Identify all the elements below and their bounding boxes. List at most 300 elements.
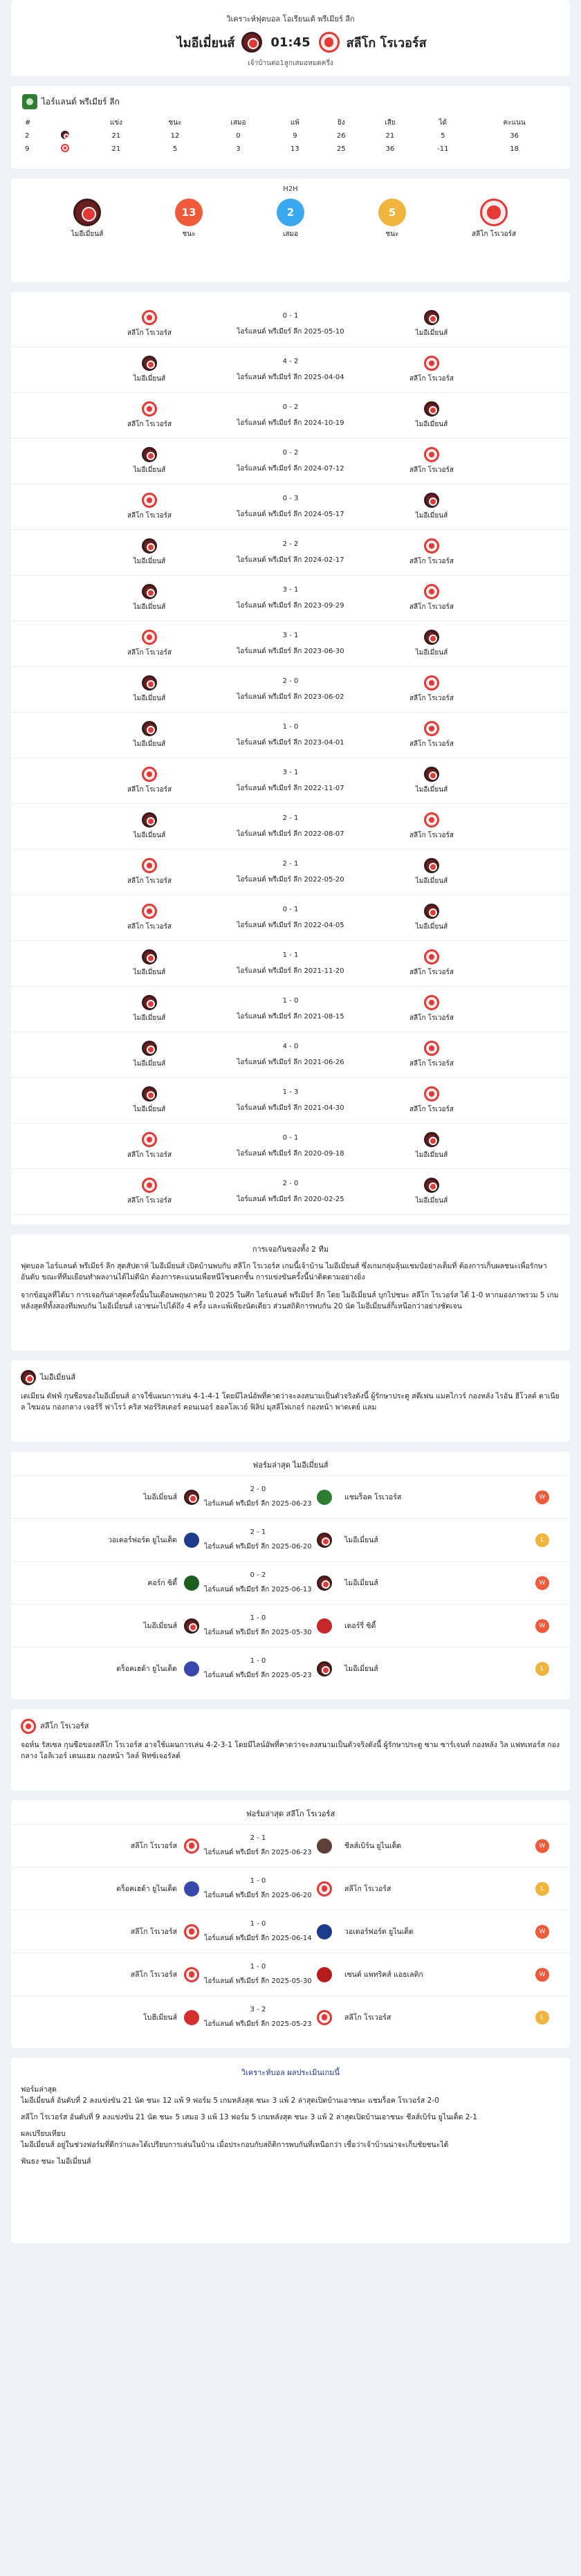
team-badge-icon <box>424 1041 439 1056</box>
team-badge-icon <box>317 1967 332 1982</box>
match-score: 0 - 2 <box>282 448 299 457</box>
team-name: สลีโก โรเวอร์ส <box>409 1060 454 1068</box>
match-home-team[interactable] <box>108 858 191 886</box>
match-home-team[interactable] <box>108 812 191 841</box>
result-badge: W <box>535 1576 549 1590</box>
form-match-row[interactable] <box>11 1647 570 1690</box>
team-name: ไมอีเมี่ยนส์ <box>344 1665 378 1673</box>
standings-cell: 12 <box>170 132 180 140</box>
standings-cell: 5 <box>441 132 445 140</box>
form-score: 2 - 1 <box>250 1528 266 1536</box>
match-info: ไอร์แลนด์ พรีเมียร์ ลีก 2021-06-26 <box>237 1058 344 1066</box>
match-info: ไอร์แลนด์ พรีเมียร์ ลีก 2021-04-30 <box>237 1104 344 1112</box>
standings-cell: 13 <box>290 145 299 153</box>
team-name: สลีโก โรเวอร์ส <box>127 923 172 931</box>
match-home-team[interactable] <box>108 675 191 704</box>
team-name: ไมอีเมี่ยนส์ <box>133 466 166 474</box>
standings-cell: เสีย <box>385 119 396 127</box>
match-home-team[interactable] <box>108 1041 191 1069</box>
form-match-row[interactable] <box>11 1475 570 1518</box>
prediction-card <box>11 2058 570 2243</box>
form-match-row[interactable] <box>11 1604 570 1647</box>
match-away-team[interactable] <box>390 584 473 612</box>
team-badge-icon <box>142 356 157 371</box>
form-home-team[interactable]: วอเตอร์ฟอร์ด ยูไนเต็ด <box>108 1536 177 1544</box>
team-name: สลีโก โรเวอร์ส <box>127 877 172 885</box>
team-name: วอเตอร์ฟอร์ด ยูไนเต็ด <box>344 1928 414 1936</box>
away-form-title: ฟอร์มล่าสุด สลีโก โรเวอร์ส <box>246 1809 335 1818</box>
team-badge-icon <box>317 1490 332 1505</box>
team-name: สลีโก โรเวอร์ส <box>344 2013 391 2022</box>
analysis-card <box>11 1234 570 1351</box>
team-badge-icon <box>142 538 157 554</box>
form-away-team[interactable] <box>332 1534 477 1546</box>
team-name: สลีโก โรเวอร์ส <box>127 512 172 520</box>
standings-cell: คะแนน <box>503 119 526 127</box>
team-name: ไมอีเมี่ยนส์ <box>415 786 448 794</box>
match-away-team[interactable] <box>390 356 473 384</box>
form-match-row[interactable] <box>11 1561 570 1604</box>
form-home-team[interactable]: สลีโก โรเวอร์ส <box>130 1842 177 1850</box>
match-score: 3 - 1 <box>282 585 299 594</box>
team-name: สลีโก โรเวอร์ส <box>409 375 454 383</box>
match-info: ไอร์แลนด์ พรีเมียร์ ลีก 2024-05-17 <box>237 510 344 518</box>
match-away-team[interactable] <box>390 995 473 1023</box>
h2h-draws: 2 <box>277 199 304 226</box>
team-name: สลีโก โรเวอร์ส <box>344 1885 391 1893</box>
match-score: 3 - 1 <box>282 631 299 639</box>
h2h-title: H2H <box>283 185 298 193</box>
team-badge-icon <box>142 904 157 919</box>
result-badge: L <box>535 1662 549 1676</box>
form-away-team[interactable] <box>332 1620 477 1632</box>
team-badge-icon <box>184 1618 199 1634</box>
team-badge-icon <box>142 1086 157 1102</box>
form-score: 2 - 1 <box>250 1834 266 1842</box>
form-info: ไอร์แลนด์ พรีเมียร์ ลีก 2025-06-14 <box>204 1934 312 1942</box>
team-name: สลีโก โรเวอร์ส <box>409 969 454 976</box>
match-home-team[interactable] <box>108 630 191 658</box>
match-away-team[interactable] <box>390 721 473 749</box>
team-badge-icon <box>424 858 439 873</box>
team-badge-icon <box>142 721 157 736</box>
team-badge-icon <box>424 538 439 554</box>
win-label: ชนะ <box>182 230 196 238</box>
match-away-team[interactable] <box>390 858 473 886</box>
match-info: ไอร์แลนด์ พรีเมียร์ ลีก 2024-07-12 <box>237 464 344 473</box>
team-name: ไมอีเมี่ยนส์ <box>415 1151 448 1159</box>
form-score: 1 - 0 <box>250 1876 266 1885</box>
team-badge-icon <box>142 630 157 645</box>
away-team-card <box>11 1709 570 1791</box>
team-badge-icon <box>424 584 439 599</box>
match-away-team[interactable] <box>390 401 473 430</box>
match-home-team[interactable] <box>108 1178 191 1206</box>
form-info: ไอร์แลนด์ พรีเมียร์ ลีก 2025-05-23 <box>204 1671 312 1679</box>
form-match-row[interactable] <box>11 1867 570 1910</box>
result-badge: W <box>535 1839 549 1853</box>
h2h-match-row[interactable] <box>11 804 570 850</box>
away-team-badge-icon <box>319 32 340 53</box>
form-info: ไอร์แลนด์ พรีเมียร์ ลีก 2025-06-20 <box>204 1891 312 1899</box>
result-badge: W <box>535 1968 549 1982</box>
team-badge-icon <box>424 1086 439 1102</box>
h2h-match-row[interactable] <box>11 347 570 393</box>
match-away-team[interactable] <box>390 767 473 795</box>
team-name: สลีโก โรเวอร์ส <box>409 1106 454 1113</box>
match-info: ไอร์แลนด์ พรีเมียร์ ลีก 2022-11-07 <box>237 784 344 792</box>
team-badge-icon <box>317 1881 332 1897</box>
team-badge-icon <box>43 143 87 156</box>
home-team-title: ไมอีเมี่ยนส์ <box>40 1373 76 1382</box>
team-badge-icon <box>317 2010 332 2025</box>
team-badge-icon <box>184 1490 199 1505</box>
form-score: 1 - 0 <box>250 1656 266 1665</box>
form-home-team[interactable]: ดร็อคเฮด้า ยูไนเต็ด <box>116 1665 177 1673</box>
h2h-match-row[interactable] <box>11 439 570 484</box>
team-badge-icon <box>142 493 157 508</box>
home-form-title: ฟอร์มล่าสุด ไมอีเมี่ยนส์ <box>252 1461 329 1470</box>
team-badge-icon <box>317 1575 332 1591</box>
home-team-badge-icon <box>241 32 262 53</box>
form-score: 1 - 0 <box>250 1919 266 1928</box>
team-badge-icon <box>317 1838 332 1854</box>
match-away-team[interactable] <box>390 447 473 475</box>
away-badge-icon <box>21 1719 36 1734</box>
league-title: วิเคราะห์ฟุตบอล โอเรียนเต้ พรีเมียร์ ลีก <box>226 15 355 24</box>
team-name: ไมอีเมี่ยนส์ <box>133 1060 166 1068</box>
home-form-card <box>11 1452 570 1699</box>
h2h-match-row[interactable] <box>11 576 570 621</box>
team-badge-icon <box>142 858 157 873</box>
standings-cell: แพ้ <box>290 119 299 127</box>
team-badge-icon <box>317 1661 332 1677</box>
form-home-team[interactable]: สลีโก โรเวอร์ส <box>130 1928 177 1936</box>
match-home-team[interactable] <box>108 310 191 338</box>
team-name: สลีโก โรเวอร์ส <box>127 1151 172 1159</box>
match-score: 0 - 3 <box>282 494 299 502</box>
team-name: ไมอีเมี่ยนส์ <box>133 695 166 702</box>
h2h-match-row[interactable] <box>11 1078 570 1124</box>
form-match-row[interactable] <box>11 1824 570 1867</box>
match-score: 0 - 1 <box>282 1133 299 1142</box>
team-badge-icon <box>184 1533 199 1548</box>
prediction-verdict: ฟันธง ชนะ ไมอีเมี่ยนส์ <box>21 2157 91 2166</box>
form-home-team[interactable]: ไมอีเมี่ยนส์ <box>143 1493 177 1501</box>
h2h-match-row[interactable] <box>11 530 570 576</box>
team-badge-icon <box>424 310 439 325</box>
form-away-team[interactable] <box>332 1840 477 1852</box>
team-name: สลีโก โรเวอร์ส <box>409 695 454 702</box>
team-name: ไมอีเมี่ยนส์ <box>133 1014 166 1022</box>
h2h-match-row[interactable] <box>11 302 570 347</box>
home-team-name[interactable]: ไมอีเมี่ยนส์ <box>176 35 235 51</box>
standings-cell: 18 <box>510 145 519 153</box>
away-team-name[interactable]: สลีโก โรเวอร์ส <box>346 35 427 51</box>
match-away-team[interactable] <box>390 630 473 658</box>
team-name: ไมอีเมี่ยนส์ <box>415 877 448 885</box>
match-home-team[interactable] <box>108 401 191 430</box>
match-home-team[interactable] <box>108 995 191 1023</box>
match-score: 2 - 1 <box>282 859 299 868</box>
team-badge-icon <box>142 1041 157 1056</box>
team-badge-icon <box>142 401 157 417</box>
h2h-summary <box>11 179 570 282</box>
team-badge-icon <box>142 675 157 691</box>
standings-cell: # <box>25 119 31 127</box>
team-name: ไมอีเมี่ยนส์ <box>415 923 448 931</box>
team-badge-icon <box>424 721 439 736</box>
match-away-team[interactable] <box>390 310 473 338</box>
standings-cell: 0 <box>236 132 241 140</box>
match-away-team[interactable] <box>390 493 473 521</box>
h2h-match-list <box>11 292 570 1225</box>
standings-cell <box>43 116 87 129</box>
h2h-match-row[interactable] <box>11 713 570 758</box>
form-away-team[interactable] <box>332 1663 477 1674</box>
match-away-team[interactable] <box>390 1041 473 1069</box>
h2h-away-name: สลีโก โรเวอร์ส <box>471 230 517 238</box>
match-info: ไอร์แลนด์ พรีเมียร์ ลีก 2022-08-07 <box>237 830 344 838</box>
team-badge-icon <box>424 1178 439 1193</box>
match-away-team[interactable] <box>390 949 473 978</box>
analysis-paragraph: จากข้อมูลที่ได้มา การเจอกันล่าสุดครั้งนั้นในเดือนพฤษภาคม ปี 2025 ในศึก ไอร์แลนด์ พรีเมียร์ ลีก โดย ไมอีเมี่ยนส์ บุกไปชนะ สลีโก โรเวอร์ส ได้ 1-0 หากมองภาพรวม 5 เกมหลังสุดที่ทั้งสองทีมพบกัน ไมอีเมี่ยนส์ เอาชนะไปได้ถึง 4 ครั้ง และแพ้เพียงนัดเดียว ส่วนสถิติการพบกัน 20 นัด ไมอีเมี่ยนส์ก็เหนือกว่าอย่างชัดเจน <box>21 1291 559 1310</box>
team-badge-icon <box>142 812 157 828</box>
team-badge-icon <box>142 1132 157 1147</box>
match-home-team[interactable] <box>108 493 191 521</box>
match-home-team[interactable] <box>108 721 191 749</box>
prediction-paragraph: ไมอีเมี่ยนส์ อยู่ในช่วงฟอร์มที่ดีกว่าและได้เปรียบการเล่นในบ้าน เมื่อประกอบกับสถิติการพบกันที่เหนือกว่า เชื่อว่าเจ้าบ้านน่าจะเก็บชัยชนะได้ <box>21 2141 449 2149</box>
team-badge-icon <box>317 1924 332 1939</box>
form-away-team[interactable] <box>332 1491 477 1503</box>
team-badge-icon <box>424 401 439 417</box>
team-name: ไมอีเมี่ยนส์ <box>133 740 166 748</box>
match-away-team[interactable] <box>390 1086 473 1115</box>
team-badge-icon <box>424 767 439 782</box>
h2h-match-row[interactable] <box>11 484 570 530</box>
match-score: 3 - 1 <box>282 768 299 776</box>
form-score: 2 - 0 <box>250 1485 266 1493</box>
match-home-team[interactable] <box>108 584 191 612</box>
result-badge: L <box>535 2011 549 2025</box>
h2h-home-name: ไมอีเมี่ยนส์ <box>71 230 104 238</box>
home-badge-icon <box>21 1370 36 1385</box>
team-name: สลีโก โรเวอร์ส <box>409 832 454 839</box>
h2h-match-row[interactable] <box>11 393 570 439</box>
prediction-title: วิเคราะห์บอล ผลประเมินเกมนี้ <box>241 2068 340 2077</box>
team-name: ไมอีเมี่ยนส์ <box>133 969 166 976</box>
team-name: สลีโก โรเวอร์ส <box>127 329 172 337</box>
standings-cell: 5 <box>172 145 178 153</box>
form-score: 1 - 0 <box>250 1614 266 1622</box>
form-info: ไอร์แลนด์ พรีเมียร์ ลีก 2025-05-30 <box>204 1628 312 1636</box>
team-name: สลีโก โรเวอร์ส <box>127 421 172 428</box>
team-name: สลีโก โรเวอร์ส <box>409 558 454 565</box>
match-info: ไอร์แลนด์ พรีเมียร์ ลีก 2020-09-18 <box>237 1149 344 1158</box>
away-form-card <box>11 1800 570 2048</box>
prediction-subheading: ผลเปรียบเทียบ <box>21 2130 66 2138</box>
form-match-row[interactable] <box>11 1910 570 1953</box>
team-badge-icon <box>317 1618 332 1634</box>
standings-cell: ยิง <box>337 119 345 127</box>
team-name: ไมอีเมี่ยนส์ <box>415 421 448 428</box>
standings-cell: 25 <box>336 145 346 153</box>
standings-cell: 21 <box>111 145 121 153</box>
match-score: 0 - 2 <box>282 403 299 411</box>
match-home-team[interactable] <box>108 356 191 384</box>
h2h-match-row[interactable] <box>11 987 570 1032</box>
form-info: ไอร์แลนด์ พรีเมียร์ ลีก 2025-06-13 <box>204 1585 312 1593</box>
form-away-team[interactable] <box>332 1968 477 1980</box>
standings-cell: ได้ <box>439 119 448 127</box>
form-home-team[interactable]: คอร์ก ซิตี้ <box>147 1579 177 1587</box>
standings-cell: 21 <box>111 132 121 140</box>
h2h-match-row[interactable] <box>11 667 570 713</box>
team-name: ไมอีเมี่ยนส์ <box>133 832 166 839</box>
team-badge-icon <box>424 356 439 371</box>
team-name: สลีโก โรเวอร์ส <box>409 466 454 474</box>
result-badge: W <box>535 1925 549 1939</box>
team-badge-icon <box>184 1881 199 1897</box>
match-info: ไอร์แลนด์ พรีเมียร์ ลีก 2024-10-19 <box>237 419 344 427</box>
form-match-row[interactable] <box>11 1518 570 1561</box>
h2h-match-row[interactable] <box>11 1169 570 1215</box>
match-score: 2 - 1 <box>282 814 299 822</box>
team-badge-icon <box>424 995 439 1010</box>
match-away-team[interactable] <box>390 812 473 841</box>
team-name: ไมอีเมี่ยนส์ <box>344 1536 378 1544</box>
match-home-team[interactable] <box>108 949 191 978</box>
team-badge-icon <box>184 1967 199 1982</box>
match-score: 2 - 0 <box>282 1179 299 1187</box>
form-info: ไอร์แลนด์ พรีเมียร์ ลีก 2025-05-23 <box>204 2020 312 2028</box>
match-home-team[interactable] <box>108 1086 191 1115</box>
prediction-subheading: ฟอร์มล่าสุด <box>21 2085 57 2094</box>
team-badge-icon <box>424 630 439 645</box>
team-name: ไมอีเมี่ยนส์ <box>415 329 448 337</box>
h2h-match-row[interactable] <box>11 895 570 941</box>
result-badge: W <box>535 1619 549 1633</box>
team-badge-icon <box>142 584 157 599</box>
draw-label: เสมอ <box>282 230 299 238</box>
standings-cell: 21 <box>385 132 395 140</box>
team-badge-icon <box>424 1132 439 1147</box>
h2h-match-row[interactable] <box>11 1032 570 1078</box>
match-home-team[interactable] <box>108 767 191 795</box>
analysis-paragraph: ฟุตบอล ไอร์แลนด์ พรีเมียร์ ลีก สุดสัปดาห์ ไมอีเมี่ยนส์ เปิดบ้านพบกับ สลีโก โรเวอร์ส เกมนี้เจ้าบ้าน ไมอีเมี่ยนส์ ซึ่งเกมกลุ่มลุ้นแชมป์อย่างเต็มที่ ต้องการเก็บผลชนะเพื่อรักษาอันดับ ขณะที่ทีมเยือนทำผลงานได้ไม่ดีนัก ต้องการคะแนนเพื่อหนีโซนตกชั้น การแข่งขันครั้งนี้น่าติดตามอย่างยิ่ง <box>21 1262 547 1281</box>
match-home-team[interactable] <box>108 904 191 932</box>
form-score: 0 - 2 <box>250 1571 266 1579</box>
match-score: 1 - 0 <box>282 722 299 731</box>
form-info: ไอร์แลนด์ พรีเมียร์ ลีก 2025-06-20 <box>204 1542 312 1551</box>
away-lineup-text: จอห์น รัสเซล กุนซือของสลีโก โรเวอร์ส อาจใช้แผนการเล่น 4-2-3-1 โดยมีไลน์อัพที่คาดว่าจะลงสนามเป็นตัวจริงดังนี้ ผู้รักษาประตู ซาม ซาร์เจนท์ กองหลัง วิล แฟทเทอร์ส กองกลาง โอลิเวอร์ เดนแฮม กองหน้า วิลล์ ฟิทซ์เจอรัลด์ <box>21 1741 560 1760</box>
team-badge-icon <box>142 995 157 1010</box>
team-badge-icon <box>184 1838 199 1854</box>
h2h-match-row[interactable] <box>11 621 570 667</box>
home-team-card <box>11 1360 570 1442</box>
form-home-team[interactable]: ไมอีเมี่ยนส์ <box>143 1622 177 1630</box>
kickoff-time: 01:45 <box>270 35 311 50</box>
team-name: สลีโก โรเวอร์ส <box>127 786 172 794</box>
team-badge-icon <box>184 1924 199 1939</box>
form-home-team[interactable]: โบฮีเมียนส์ <box>143 2013 177 2022</box>
team-badge-icon <box>184 1575 199 1591</box>
match-home-team[interactable] <box>108 447 191 475</box>
match-away-team[interactable] <box>390 1178 473 1206</box>
form-home-team[interactable]: สลีโก โรเวอร์ส <box>130 1971 177 1979</box>
standings-cell: ชนะ <box>168 119 182 127</box>
match-score: 4 - 2 <box>282 357 299 365</box>
match-info: ไอร์แลนด์ พรีเมียร์ ลีก 2022-04-05 <box>237 921 344 929</box>
match-away-team[interactable] <box>390 1132 473 1160</box>
match-home-team[interactable] <box>108 1132 191 1160</box>
standings-cell: 9 <box>293 132 297 140</box>
prediction-paragraph: ไมอีเมี่ยนส์ อันดับที่ 2 ลงแข่งขัน 21 นัด ชนะ 12 แพ้ 9 ฟอร์ม 5 เกมหลังสุด ชนะ 3 แพ้ 2 ล่าสุดเปิดบ้านเอาชนะ แชมร็อค โรเวอร์ส 2-0 <box>21 2097 439 2105</box>
team-badge-icon <box>424 949 439 965</box>
h2h-match-row[interactable] <box>11 1124 570 1169</box>
match-away-team[interactable] <box>390 538 473 567</box>
standings-table <box>22 116 559 156</box>
match-info: ไอร์แลนด์ พรีเมียร์ ลีก 2023-06-02 <box>237 693 344 701</box>
team-name: ไมอีเมี่ยนส์ <box>133 558 166 565</box>
match-info: ไอร์แลนด์ พรีเมียร์ ลีก 2020-02-25 <box>237 1195 344 1203</box>
match-home-team[interactable] <box>108 538 191 567</box>
h2h-match-row[interactable] <box>11 941 570 987</box>
standings-cell: 9 <box>25 145 30 153</box>
home-lineup-text: เดเมียน ดัฟฟ์ กุนซือของไมอีเมี่ยนส์ อาจใช้แผนการเล่น 4-1-4-1 โดยมีไลน์อัพที่คาดว่าจะลงสนามเป็นตัวจริงดังนี้ ผู้รักษาประตู สตีเฟน แมคไกวร์ กองหลัง ไรอัน ฮีโวลด์ ดาเนียล ไซมอน กองกลาง เจอร์รี่ ฟาโรว์ คริส ฟอร์ริสเตอร์ คอนเนอร์ ฮอลโลเวย์ ฟิลิป มุสลีโฟเกอร์ กองหน้า พาดเดย์ แลม <box>21 1392 560 1412</box>
form-info: ไอร์แลนด์ พรีเมียร์ ลีก 2025-06-23 <box>204 1499 312 1508</box>
standings-cell: -11 <box>437 145 449 153</box>
h2h-match-row[interactable] <box>11 850 570 895</box>
match-away-team[interactable] <box>390 904 473 932</box>
result-badge: L <box>535 1533 549 1547</box>
team-name: เซนต์ แพทริคส์ แอธเลติก <box>344 1971 423 1979</box>
team-badge-icon <box>142 310 157 325</box>
team-badge-icon <box>43 129 87 143</box>
league-logo-icon <box>22 94 37 109</box>
form-away-team[interactable] <box>332 2011 477 2023</box>
form-score: 1 - 0 <box>250 1962 266 1971</box>
team-name: ไมอีเมี่ยนส์ <box>415 1197 448 1205</box>
match-score: 0 - 1 <box>282 905 299 913</box>
team-badge-icon <box>184 1661 199 1677</box>
team-name: สลีโก โรเวอร์ส <box>127 1197 172 1205</box>
form-home-team[interactable]: ดร็อคเฮด้า ยูไนเต็ด <box>116 1885 177 1893</box>
h2h-match-row[interactable] <box>11 758 570 804</box>
match-away-team[interactable] <box>390 675 473 704</box>
form-match-row[interactable] <box>11 1995 570 2038</box>
form-away-team[interactable] <box>332 1883 477 1894</box>
team-name: ไมอีเมี่ยนส์ <box>344 1579 378 1587</box>
team-name: สลีโก โรเวอร์ส <box>127 649 172 657</box>
h2h-away-wins: 5 <box>378 199 406 226</box>
team-badge-icon <box>424 447 439 462</box>
match-score: 1 - 1 <box>282 951 299 959</box>
form-match-row[interactable] <box>11 1953 570 1995</box>
standings-cell: 36 <box>510 132 519 140</box>
team-badge-icon <box>317 1533 332 1548</box>
match-info: ไอร์แลนด์ พรีเมียร์ ลีก 2023-06-30 <box>237 647 344 655</box>
win-label: ชนะ <box>385 230 399 238</box>
form-away-team[interactable] <box>332 1577 477 1589</box>
team-name: ชีลส์เบิร์น ยูไนเต็ด <box>344 1842 402 1850</box>
team-name: แชมร็อค โรเวอร์ส <box>344 1493 402 1501</box>
match-score: 1 - 3 <box>282 1088 299 1096</box>
match-score: 4 - 0 <box>282 1042 299 1050</box>
form-away-team[interactable] <box>332 1926 477 1937</box>
match-score: 2 - 2 <box>282 540 299 548</box>
match-info: ไอร์แลนด์ พรีเมียร์ ลีก 2025-05-10 <box>237 327 344 336</box>
